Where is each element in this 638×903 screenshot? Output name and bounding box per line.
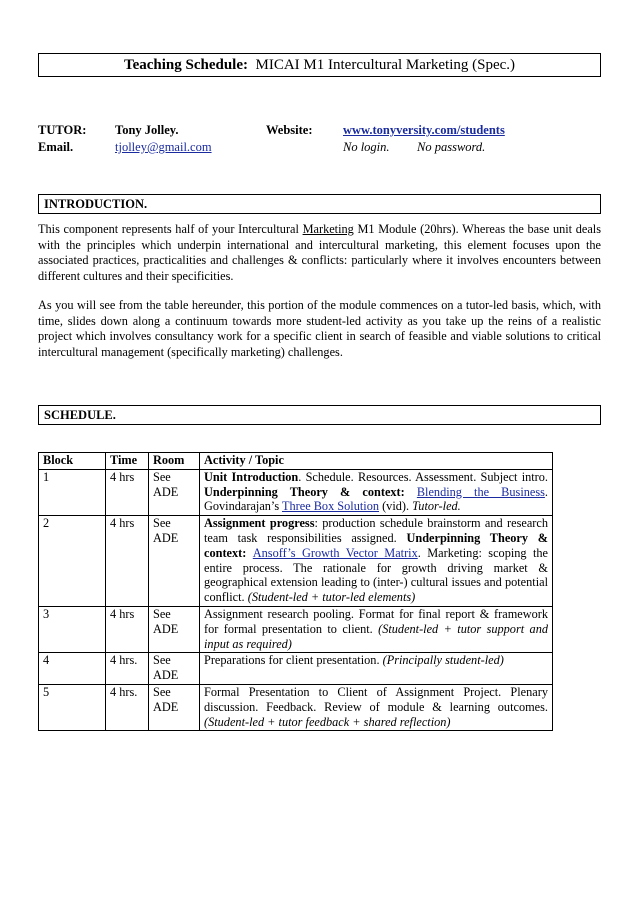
- intro-text: M1 Module (20hrs). Whereas the base unit deals with the principles which underpin international and intercultural marketing, this element focuses upon the associated practices, practicalities and challenges & conflicts: particularly where it involves encounters between different cultures and their specificities.: [38, 222, 601, 283]
- introduction-paragraph-1: [38, 222, 601, 284]
- room-see: See: [153, 606, 171, 621]
- table-row: [39, 653, 553, 685]
- email-label: Email.: [38, 140, 74, 154]
- row-activity: [200, 469, 553, 515]
- table-row: [39, 516, 553, 607]
- activity-bold: Underpinning Theory & context:: [204, 484, 417, 499]
- introduction-heading: INTRODUCTION.: [38, 194, 601, 214]
- table-row: [39, 684, 553, 730]
- introduction-paragraph-2: As you will see from the table hereunder, this portion of the module commences on a tutor-led basis, which, with time, slides down along a continuum towards more student-led activity as you take up the reins of a realistic project which involves consultancy work for a specific client in search of feasible and viable solutions to critical intercultural management (specifically marketing) challenges.: [38, 298, 601, 359]
- table-header-row: [39, 453, 553, 470]
- row-block: 3: [39, 606, 106, 652]
- title-text: MICAI M1 Intercultural Marketing (Spec.): [255, 57, 516, 73]
- activity-text: Assignment research pooling. Format for final report & framework for formal presentation to client.: [204, 606, 548, 636]
- table-row: [39, 606, 553, 652]
- header-activity: Activity / Topic: [200, 453, 553, 470]
- email-link[interactable]: tjolley@gmail.com: [115, 140, 212, 154]
- activity-text: : production schedule brainstorm and research team task responsibilities assigned.: [204, 516, 549, 545]
- tutor-label: TUTOR:: [38, 123, 87, 137]
- activity-italic: (Student-led + tutor feedback + shared reflection): [204, 714, 451, 729]
- row-time: 4 hrs.: [106, 684, 149, 730]
- row-activity: [200, 606, 553, 652]
- row-room: [149, 516, 200, 607]
- row-time: 4 hrs: [106, 516, 149, 607]
- room-ade: ADE: [153, 484, 179, 499]
- row-time: 4 hrs: [106, 606, 149, 652]
- intro-text: This component represents half of your Intercultural: [38, 222, 303, 236]
- row-block: 4: [39, 653, 106, 685]
- activity-text: . Marketing: scoping the entire process. The rationale for growth driving market & geographical extension leading to (inter-) cultural issues and potential conflict.: [204, 545, 548, 605]
- row-room: [149, 653, 200, 685]
- row-room: [149, 606, 200, 652]
- activity-italic: (Principally student-led): [382, 653, 504, 668]
- no-login-note: No login.: [343, 140, 390, 154]
- ansoff-matrix-link[interactable]: Ansoff’s Growth Vector Matrix: [252, 545, 418, 560]
- tutor-name: Tony Jolley.: [115, 123, 179, 137]
- room-see: See: [153, 653, 171, 668]
- header-time: Time: [106, 453, 149, 470]
- title-label: Teaching Schedule:: [123, 57, 249, 73]
- room-ade: ADE: [153, 699, 179, 714]
- room-see: See: [153, 684, 171, 699]
- row-time: 4 hrs: [106, 469, 149, 515]
- activity-bold: Underpinning Theory & context:: [204, 530, 548, 560]
- schedule-heading: SCHEDULE.: [38, 405, 601, 425]
- row-block: 5: [39, 684, 106, 730]
- room-see: See: [153, 516, 171, 531]
- row-activity: [200, 684, 553, 730]
- row-time: 4 hrs.: [106, 653, 149, 685]
- room-see: See: [153, 469, 171, 484]
- activity-italic: (Student-led + tutor support and input as required): [204, 621, 548, 651]
- header-block: Block: [39, 453, 106, 470]
- row-room: [149, 684, 200, 730]
- room-ade: ADE: [153, 621, 179, 636]
- activity-text: Formal Presentation to Client of Assignment Project. Plenary discussion. Feedback. Review of module & learning outcomes.: [204, 684, 548, 714]
- row-room: [149, 469, 200, 515]
- row-block: 1: [39, 469, 106, 515]
- activity-text: . Schedule. Resources. Assessment. Subject intro.: [298, 469, 548, 484]
- website-link[interactable]: www.tonyversity.com/students: [343, 123, 505, 137]
- row-activity: [200, 516, 553, 607]
- intro-marketing-link[interactable]: Marketing: [302, 222, 354, 236]
- activity-text: Preparations for client presentation.: [204, 653, 383, 668]
- activity-italic: (Student-led + tutor-led elements): [247, 590, 416, 605]
- schedule-table: [38, 452, 553, 731]
- website-label: Website:: [266, 123, 313, 137]
- header-room: Room: [149, 453, 200, 470]
- page-title: [38, 53, 601, 77]
- row-activity: [200, 653, 553, 685]
- blending-the-business-link[interactable]: Blending the Business: [416, 484, 545, 499]
- activity-bold: Assignment progress: [204, 516, 315, 531]
- row-block: 2: [39, 516, 106, 607]
- three-box-solution-link[interactable]: Three Box Solution: [281, 499, 379, 514]
- room-ade: ADE: [153, 668, 179, 683]
- activity-bold: Unit Introduction: [204, 469, 299, 484]
- activity-text: . Govindarajan’s: [204, 484, 548, 514]
- room-ade: ADE: [153, 530, 179, 545]
- no-password-note: No password.: [417, 140, 486, 154]
- activity-text: (vid).: [379, 499, 413, 514]
- table-row: [39, 469, 553, 515]
- activity-italic: Tutor-led.: [412, 499, 461, 514]
